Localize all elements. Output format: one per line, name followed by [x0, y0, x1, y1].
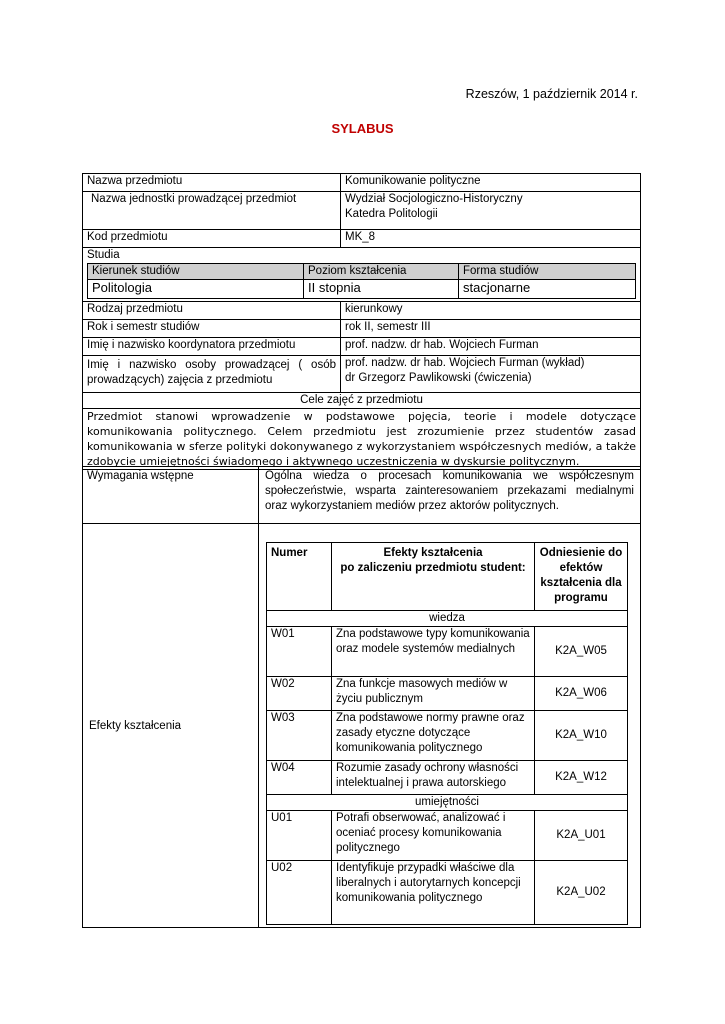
- syllabus-table: [82, 173, 641, 470]
- teachers-value: [341, 356, 641, 393]
- effect-reference: K2A_W06: [535, 677, 628, 711]
- studies-header-level: Poziom kształcenia: [304, 264, 459, 280]
- effect-reference: K2A_W05: [535, 627, 628, 677]
- effect-description: Identyfikuje przypadki właściwe dla liberalnych i autorytarnych koncepcji komunikowania politycznego: [332, 861, 535, 925]
- coordinator-label: Imię i nazwisko koordynatora przedmiotu: [83, 338, 341, 356]
- unit-label: Nazwa jednostki prowadzącej przedmiot: [83, 192, 341, 230]
- effect-reference: K2A_U02: [535, 861, 628, 925]
- effect-number: W01: [267, 627, 332, 677]
- course-name-label: Nazwa przedmiotu: [83, 174, 341, 192]
- studies-form-value: stacjonarne: [459, 280, 636, 299]
- course-code-label: Kod przedmiotu: [83, 230, 341, 248]
- effects-col-reference: Odniesienie do efektów kształcenia dla programu: [535, 543, 628, 611]
- unit-value: [341, 192, 641, 230]
- effects-table: [266, 542, 628, 925]
- unit-department: Katedra Politologii: [345, 208, 438, 220]
- place-date: Rzeszów, 1 październik 2014 r.: [465, 87, 638, 101]
- coordinator-value: prof. nadzw. dr hab. Wojciech Furman: [341, 338, 641, 356]
- teachers-label: Imię i nazwisko osoby prowadzącej ( osób prowadzących) zajęcia z przedmiotu: [83, 356, 341, 393]
- effect-number: W03: [267, 711, 332, 761]
- effects-label: Efekty kształcenia: [83, 524, 259, 928]
- goals-text: Przedmiot stanowi wprowadzenie w podstawowe pojęcia, teorie i modele dotyczące komunikowania politycznego. Celem przedmiotu jest zrozumienie przez studentów zasad komunikowania w sferze polityki dokonywanego z wykorzystaniem współczesnych mediów, a także zdobycie umiejętności świadomego i aktywnego uczestniczenia w dyskursie politycznym.: [83, 409, 641, 470]
- effect-reference: K2A_W10: [535, 711, 628, 761]
- studies-field-value: Politologia: [88, 280, 304, 299]
- effects-cell: [259, 524, 641, 928]
- effect-description: Zna funkcje masowych mediów w życiu publicznym: [332, 677, 535, 711]
- studies-table: [87, 263, 636, 299]
- effect-reference: K2A_W12: [535, 761, 628, 795]
- effect-reference: K2A_U01: [535, 811, 628, 861]
- course-type-value: kierunkowy: [341, 302, 641, 320]
- effects-col-effects: Efekty kształcenia po zaliczeniu przedmiotu student:: [332, 543, 535, 611]
- effect-number: W02: [267, 677, 332, 711]
- course-name-value: Komunikowanie polityczne: [341, 174, 641, 192]
- goals-label: Cele zajęć z przedmiotu: [83, 393, 641, 409]
- effect-description: Potrafi obserwować, analizować i oceniać procesy komunikowania politycznego: [332, 811, 535, 861]
- requirements-label: Wymagania wstępne: [83, 467, 259, 524]
- requirements-text: Ogólna wiedza o procesach komunikowania we współczesnym społeczeństwie, wsparta zainteresowaniem przekazami medialnymi oraz wykorzystaniem mediów przez aktorów politycznych.: [259, 467, 641, 524]
- teacher-lecture: prof. nadzw. dr hab. Wojciech Furman (wykład): [345, 357, 585, 369]
- section-knowledge: wiedza: [267, 611, 628, 627]
- effect-description: Zna podstawowe normy prawne oraz zasady etyczne dotyczące komunikowania politycznego: [332, 711, 535, 761]
- studies-label: Studia: [83, 248, 641, 264]
- effects-col-number: Numer: [267, 543, 332, 611]
- effect-description: Zna podstawowe typy komunikowania oraz modele systemów medialnych: [332, 627, 535, 677]
- document-title: SYLABUS: [331, 121, 394, 136]
- requirements-table: [82, 466, 641, 928]
- year-semester-label: Rok i semestr studiów: [83, 320, 341, 338]
- course-code-value: MK_8: [341, 230, 641, 248]
- studies-header-form: Forma studiów: [459, 264, 636, 280]
- studies-level-value: II stopnia: [304, 280, 459, 299]
- studies-header-field: Kierunek studiów: [88, 264, 304, 280]
- teacher-exercises: dr Grzegorz Pawlikowski (ćwiczenia): [345, 372, 532, 384]
- effect-number: W04: [267, 761, 332, 795]
- section-skills: umiejętności: [267, 795, 628, 811]
- course-type-label: Rodzaj przedmiotu: [83, 302, 341, 320]
- effect-number: U02: [267, 861, 332, 925]
- effect-description: Rozumie zasady ochrony własności intelektualnej i prawa autorskiego: [332, 761, 535, 795]
- effect-number: U01: [267, 811, 332, 861]
- unit-faculty: Wydział Socjologiczno-Historyczny: [345, 193, 523, 205]
- year-semester-value: rok II, semestr III: [341, 320, 641, 338]
- studies-box: [83, 263, 641, 302]
